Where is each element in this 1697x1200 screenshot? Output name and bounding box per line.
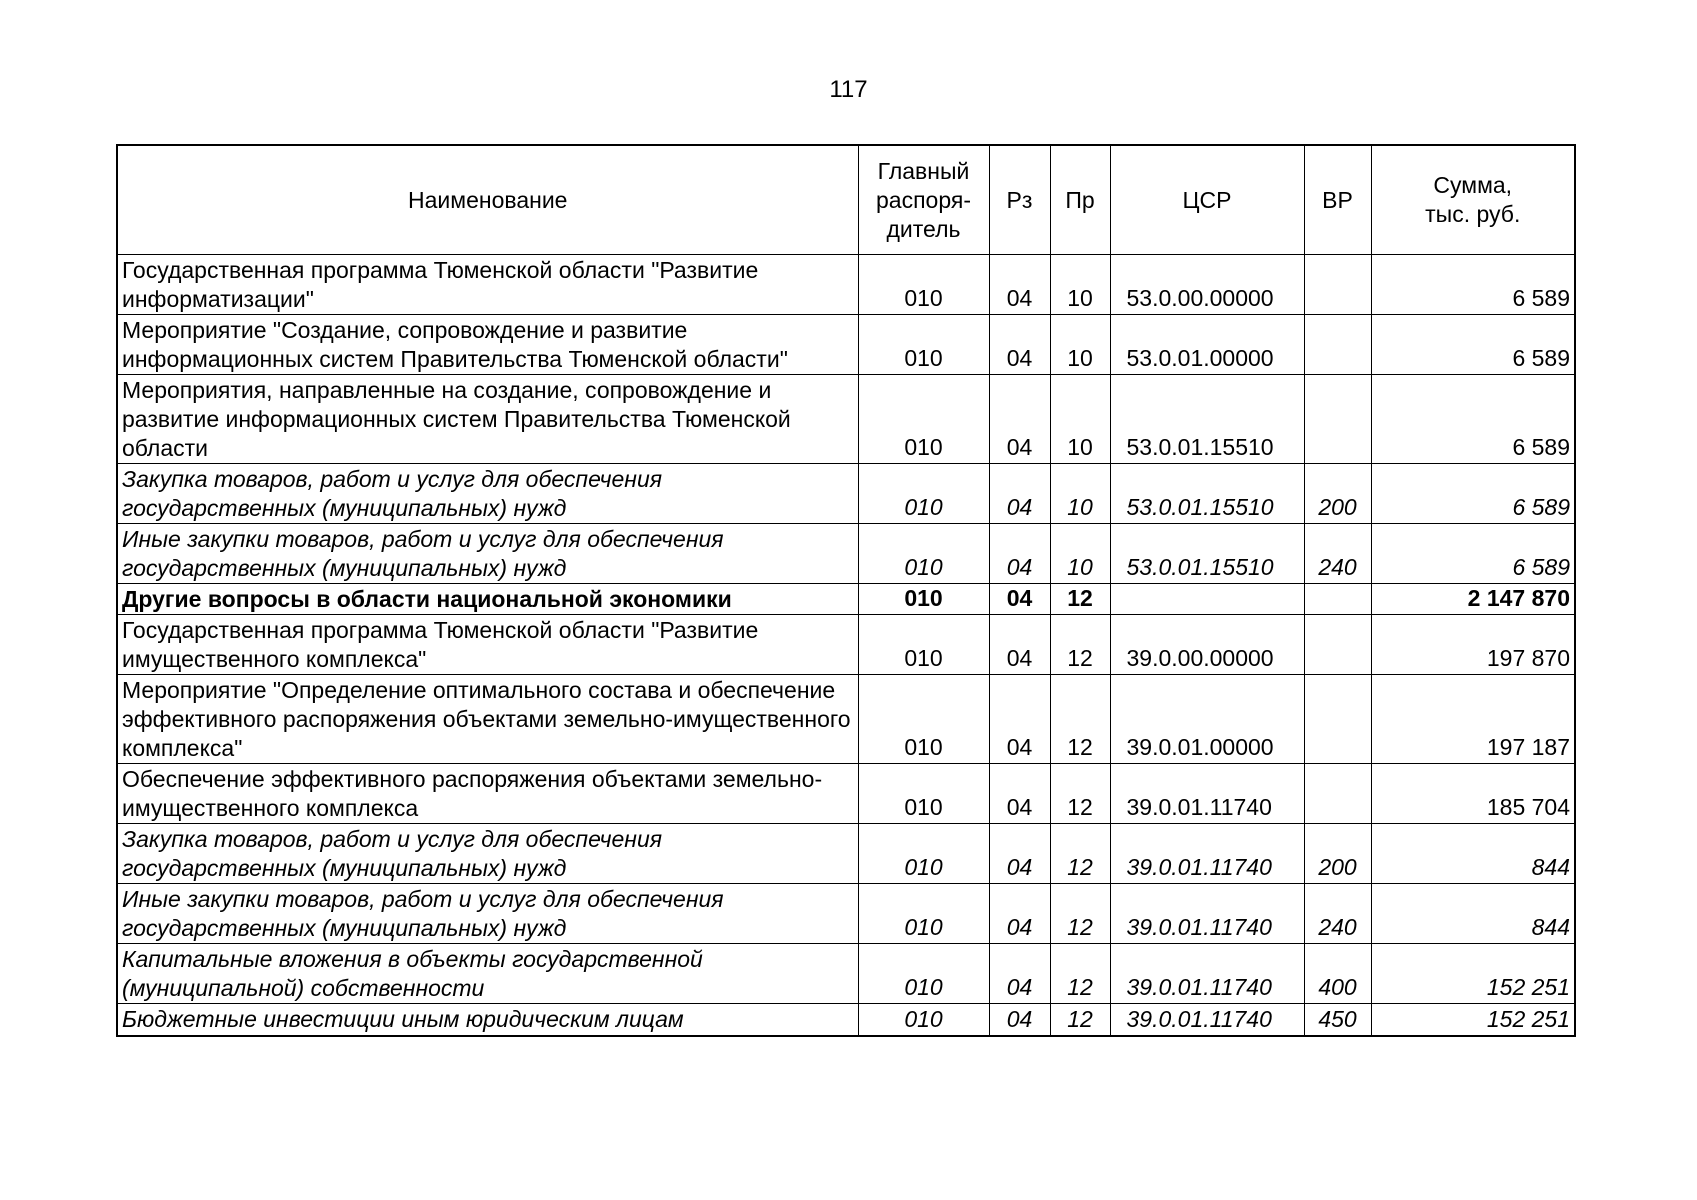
row-csr: 53.0.01.15510 — [1110, 464, 1304, 524]
row-gr: 010 — [858, 524, 989, 584]
row-gr: 010 — [858, 584, 989, 615]
row-rz: 04 — [989, 584, 1050, 615]
header-sum — [1371, 145, 1575, 255]
row-rz: 04 — [989, 944, 1050, 1004]
row-csr: 53.0.01.15510 — [1110, 375, 1304, 464]
header-subsection: Пр — [1050, 145, 1110, 255]
page-number: 117 — [829, 76, 868, 103]
row-sum: 6 589 — [1371, 255, 1575, 315]
row-sum: 2 147 870 — [1371, 584, 1575, 615]
table-row — [117, 675, 1575, 764]
row-gr: 010 — [858, 1004, 989, 1036]
row-name: Иные закупки товаров, работ и услуг для обеспечения государственных (муниципальных) нужд — [117, 524, 858, 584]
row-name: Капитальные вложения в объекты государственной (муниципальной) собственности — [117, 944, 858, 1004]
row-rz: 04 — [989, 884, 1050, 944]
row-rz: 04 — [989, 824, 1050, 884]
row-sum: 185 704 — [1371, 764, 1575, 824]
row-vr — [1304, 255, 1371, 315]
row-pr: 12 — [1050, 675, 1110, 764]
row-vr: 200 — [1304, 824, 1371, 884]
row-gr: 010 — [858, 675, 989, 764]
header-target-article: ЦСР — [1110, 145, 1304, 255]
header-name: Наименование — [117, 145, 858, 255]
row-csr: 39.0.01.00000 — [1110, 675, 1304, 764]
header-main-manager — [858, 145, 989, 255]
row-rz: 04 — [989, 1004, 1050, 1036]
row-csr — [1110, 584, 1304, 615]
row-name: Другие вопросы в области национальной экономики — [117, 584, 858, 615]
row-vr: 450 — [1304, 1004, 1371, 1036]
row-csr: 39.0.01.11740 — [1110, 884, 1304, 944]
table-row — [117, 464, 1575, 524]
row-csr: 53.0.01.00000 — [1110, 315, 1304, 375]
row-rz: 04 — [989, 615, 1050, 675]
row-vr — [1304, 615, 1371, 675]
row-gr: 010 — [858, 375, 989, 464]
row-gr: 010 — [858, 315, 989, 375]
row-pr: 10 — [1050, 464, 1110, 524]
row-name: Мероприятие "Создание, сопровождение и развитие информационных систем Правительства Тюменской области" — [117, 315, 858, 375]
row-gr: 010 — [858, 615, 989, 675]
table-row — [117, 824, 1575, 884]
row-name: Закупка товаров, работ и услуг для обеспечения государственных (муниципальных) нужд — [117, 464, 858, 524]
row-sum: 6 589 — [1371, 315, 1575, 375]
row-csr: 39.0.01.11740 — [1110, 824, 1304, 884]
row-pr: 12 — [1050, 615, 1110, 675]
row-sum: 6 589 — [1371, 464, 1575, 524]
header-sum-line1: Сумма, — [1433, 172, 1513, 198]
row-sum: 844 — [1371, 824, 1575, 884]
table-row — [117, 315, 1575, 375]
header-sum-line2: тыс. руб. — [1425, 201, 1521, 227]
table-row — [117, 944, 1575, 1004]
row-rz: 04 — [989, 764, 1050, 824]
header-main-manager-line1: Главный — [877, 157, 970, 184]
row-pr: 10 — [1050, 524, 1110, 584]
budget-table — [116, 144, 1576, 1037]
row-pr: 12 — [1050, 584, 1110, 615]
row-pr: 12 — [1050, 824, 1110, 884]
table-row — [117, 375, 1575, 464]
row-name: Бюджетные инвестиции иным юридическим лицам — [117, 1004, 858, 1036]
row-vr: 240 — [1304, 524, 1371, 584]
row-csr: 39.0.00.00000 — [1110, 615, 1304, 675]
row-vr — [1304, 675, 1371, 764]
table-row — [117, 884, 1575, 944]
row-sum: 844 — [1371, 884, 1575, 944]
row-csr: 39.0.01.11740 — [1110, 944, 1304, 1004]
table-row — [117, 615, 1575, 675]
row-name: Государственная программа Тюменской области "Развитие информатизации" — [117, 255, 858, 315]
row-sum: 6 589 — [1371, 524, 1575, 584]
row-vr — [1304, 584, 1371, 615]
row-pr: 12 — [1050, 884, 1110, 944]
row-csr: 53.0.01.15510 — [1110, 524, 1304, 584]
row-gr: 010 — [858, 255, 989, 315]
header-section: Рз — [989, 145, 1050, 255]
row-csr: 39.0.01.11740 — [1110, 764, 1304, 824]
row-vr — [1304, 315, 1371, 375]
row-name: Мероприятия, направленные на создание, сопровождение и развитие информационных систем Правительства Тюменской области — [117, 375, 858, 464]
row-gr: 010 — [858, 824, 989, 884]
row-sum: 197 870 — [1371, 615, 1575, 675]
table-row — [117, 524, 1575, 584]
table-row — [117, 255, 1575, 315]
row-rz: 04 — [989, 464, 1050, 524]
row-vr — [1304, 375, 1371, 464]
row-rz: 04 — [989, 375, 1050, 464]
row-sum: 152 251 — [1371, 1004, 1575, 1036]
row-rz: 04 — [989, 524, 1050, 584]
row-name: Обеспечение эффективного распоряжения объектами земельно-имущественного комплекса — [117, 764, 858, 824]
row-pr: 12 — [1050, 944, 1110, 1004]
row-vr: 400 — [1304, 944, 1371, 1004]
row-pr: 10 — [1050, 375, 1110, 464]
row-sum: 197 187 — [1371, 675, 1575, 764]
row-rz: 04 — [989, 315, 1050, 375]
row-pr: 12 — [1050, 1004, 1110, 1036]
row-sum: 152 251 — [1371, 944, 1575, 1004]
row-csr: 53.0.00.00000 — [1110, 255, 1304, 315]
row-gr: 010 — [858, 764, 989, 824]
row-gr: 010 — [858, 944, 989, 1004]
row-name: Закупка товаров, работ и услуг для обеспечения государственных (муниципальных) нужд — [117, 824, 858, 884]
row-pr: 10 — [1050, 255, 1110, 315]
row-vr: 200 — [1304, 464, 1371, 524]
row-rz: 04 — [989, 255, 1050, 315]
table-header-row — [117, 145, 1575, 255]
row-rz: 04 — [989, 675, 1050, 764]
row-gr: 010 — [858, 884, 989, 944]
header-main-manager-line2: распоря- — [876, 186, 971, 213]
row-pr: 12 — [1050, 764, 1110, 824]
row-sum: 6 589 — [1371, 375, 1575, 464]
row-vr: 240 — [1304, 884, 1371, 944]
header-main-manager-line3: дитель — [886, 215, 961, 242]
row-name: Мероприятие "Определение оптимального состава и обеспечение эффективного распоряжения объектами земельно-имущественного комплекса" — [117, 675, 858, 764]
row-vr — [1304, 764, 1371, 824]
table-row — [117, 1004, 1575, 1036]
row-csr: 39.0.01.11740 — [1110, 1004, 1304, 1036]
row-gr: 010 — [858, 464, 989, 524]
table-row — [117, 764, 1575, 824]
row-name: Государственная программа Тюменской области "Развитие имущественного комплекса" — [117, 615, 858, 675]
table-row — [117, 584, 1575, 615]
row-pr: 10 — [1050, 315, 1110, 375]
row-name: Иные закупки товаров, работ и услуг для обеспечения государственных (муниципальных) нужд — [117, 884, 858, 944]
header-expense-type: ВР — [1304, 145, 1371, 255]
